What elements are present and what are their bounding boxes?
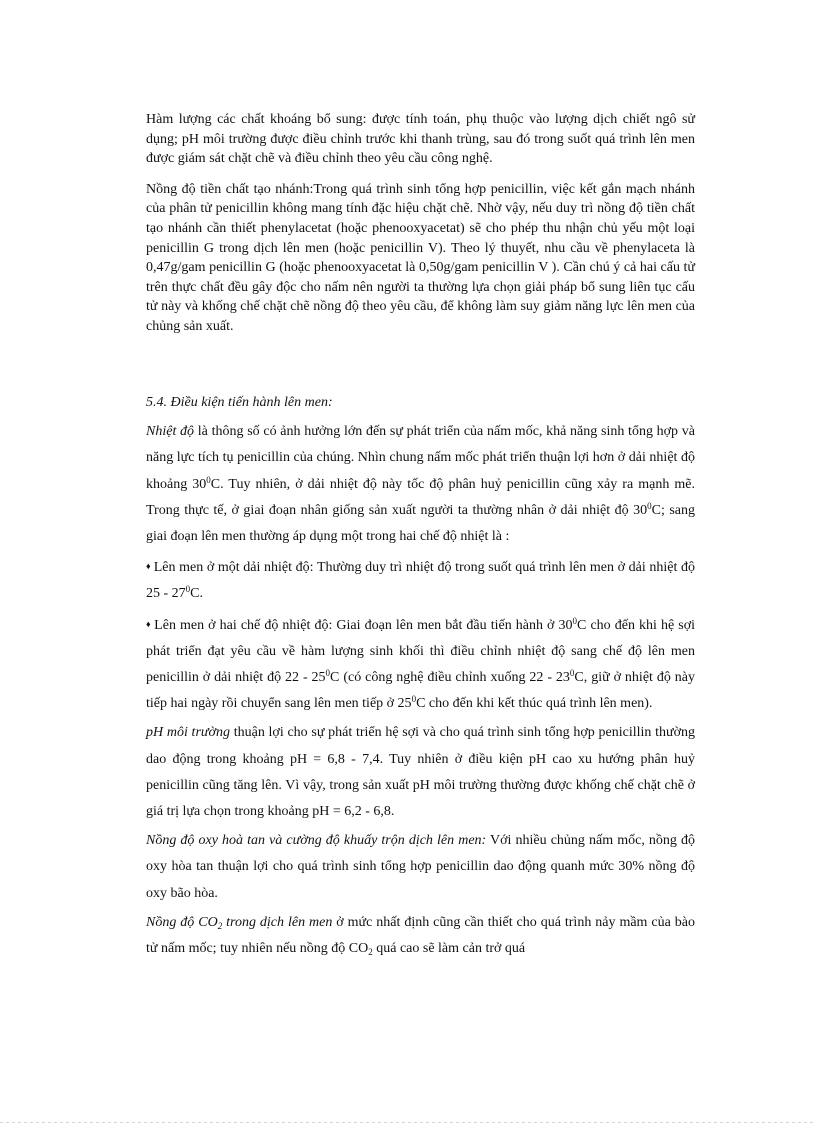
paragraph-co2 (146, 910, 695, 962)
diamond-bullet-icon: ♦ (146, 618, 152, 629)
temperature-text-c: C; sang giai đoạn lên men thường áp dụng một trong hai chế độ nhiệt là : (146, 502, 696, 545)
ph-text: thuận lợi cho sự phát triển hệ sợi và cho quá trình sinh tổng hợp penicillin thường dao động trong khoảng pH = 6,8 - 7,4. Tuy nhiên ở điều kiện pH cao xu hướng phân huỷ penicillin cũng tăng lên. Vì vậy, trong sản xuất pH môi trường thường được khống chế chặt chẽ ở giá trị lựa chọn trong khoảng pH = 6,2 - 6,8. (146, 725, 695, 820)
paragraph-minerals: Hàm lượng các chất khoáng bổ sung: được tính toán, phụ thuộc vào lượng dịch chiết ngô sử dụng; pH môi trường được điều chỉnh trước khi thanh trùng, sau đó trong suốt quá trình lên men được giám sát chặt chẽ và điều chỉnh theo yêu cầu công nghệ. (146, 112, 695, 167)
oxygen-label: Nồng độ oxy hoà tan và cường độ khuấy trộn dịch lên men: (146, 833, 487, 849)
section-heading: 5.4. Điều kiện tiến hành lên men: (146, 395, 333, 410)
degree-superscript: 0 (411, 694, 417, 705)
degree-superscript: 0 (647, 500, 652, 511)
temperature-label: Nhiệt độ (146, 424, 195, 440)
bullet2-text-b: C cho đến khi hệ sợi phát triển đạt yêu cầu về hàm lượng sinh khối thì điều chỉnh nhiệt độ sang chế độ lên men penicillin ở dải nhiệt độ 22 - 25 (146, 617, 695, 686)
degree-superscript: 0 (572, 615, 578, 626)
co2-label-a: Nồng độ CO (146, 914, 218, 930)
paragraph-precursor: Nồng độ tiền chất tạo nhánh:Trong quá trình sinh tổng hợp penicillin, việc kết gắn mạch nhánh của phân tử penicillin không mang tính đặc hiệu chặt chẽ. Nhờ vậy, nếu duy trì nồng độ tiền chất tạo nhánh cần thiết phenylacetat (hoặc phenooxyacetat) sẽ cho phép thu nhận chủ yếu một loại penicillin G trong dịch lên men (hoặc penicillin V). Theo lý thuyết, nhu cầu về phenylaceta là 0,47g/gam penicillin G (hoặc phenooxyacetat là 0,50g/gam penicillin V ). Cần chú ý cả hai cấu tử trên thực chất đều gây độc cho nấm nên người ta thường lựa chọn giải pháp bổ sung liên tục cấu tử này và khống chế chặt chẽ nồng độ theo yêu cầu, để không làm suy giảm năng lực lên men của chủng sản xuất. (146, 181, 695, 334)
bullet2-text-d: C, giữ ở nhiệt độ này tiếp hai ngày rồi chuyển sang lên men tiếp ở 25 (146, 670, 695, 712)
bullet-item-two-modes (146, 611, 695, 718)
co2-text-a: ở mức nhất định cũng cần thiết cho quá trình nảy mầm của bào tử nấm mốc; tuy nhiên nếu nồng độ CO (146, 914, 695, 957)
diamond-bullet-icon: ♦ (146, 561, 151, 572)
co2-subscript: 2 (368, 947, 373, 958)
co2-text-b: quá cao sẽ làm cản trở quá (372, 941, 526, 957)
bullet1-text-b: C. (190, 586, 204, 602)
temperature-text-a: là thông số có ảnh hưởng lớn đến sự phát triển của nấm mốc, khả năng sinh tổng hợp và năng lực tích tụ penicillin của chúng. Nhìn chung nấm mốc phát triển thuận lợi hơn ở dải nhiệt độ khoảng 30 (146, 424, 695, 492)
degree-superscript: 0 (325, 668, 331, 679)
temperature-text-b: C. Tuy nhiên, ở dải nhiệt độ này tốc độ phân huỷ penicillin cũng xảy ra mạnh mẽ. Trong thực tế, ở giai đoạn nhân giống sản xuất người ta thường nhân ở dải nhiệt độ 30 (146, 476, 695, 518)
degree-superscript: 0 (569, 668, 575, 679)
bullet2-text-c: C (có công nghệ điều chỉnh xuống 22 - 23 (330, 670, 570, 686)
ph-label: pH môi trường (146, 725, 230, 741)
co2-label (146, 915, 332, 930)
bullet2-text-e: C cho đến khi kết thúc quá trình lên men). (416, 696, 653, 712)
degree-superscript: 0 (206, 474, 211, 485)
bullet2-text-a: Lên men ở hai chế độ nhiệt độ: Giai đoạn lên men bắt đầu tiến hành ở 30 (154, 617, 573, 633)
bullet1-text-a: Lên men ở một dải nhiệt độ: Thường duy trì nhiệt độ trong suốt quá trình lên men ở dải nhiệt độ 25 - 27 (146, 560, 696, 602)
co2-subscript: 2 (217, 920, 223, 931)
paragraph-ph (146, 720, 695, 825)
intro-text-block (146, 110, 695, 348)
co2-label-b: trong dịch lên men (222, 914, 333, 930)
paragraph-temperature (146, 419, 695, 550)
bullet-item-one-range (146, 553, 695, 607)
oxygen-text: Với nhiều chủng nấm mốc, nồng độ oxy hòa tan thuận lợi cho quá trình sinh tổng hợp penicillin dao động quanh mức 30% nồng độ oxy bão hòa. (146, 833, 695, 901)
degree-superscript: 0 (185, 584, 191, 595)
fermentation-conditions-section (146, 390, 695, 965)
paragraph-oxygen (146, 828, 695, 907)
